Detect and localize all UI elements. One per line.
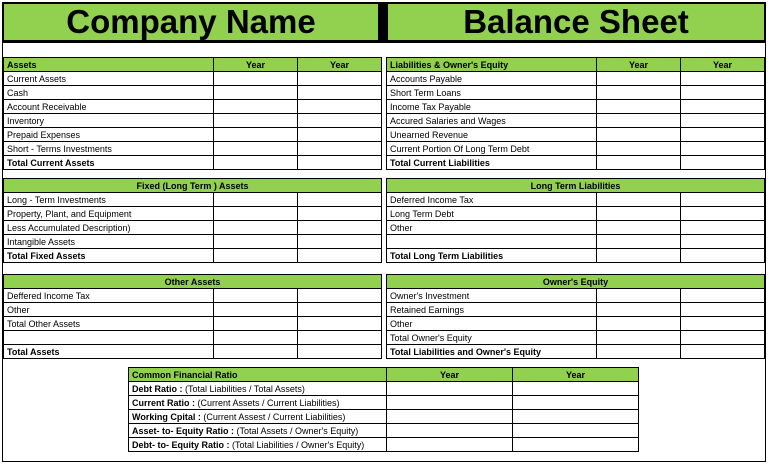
value-cell[interactable]: [387, 424, 513, 438]
table-row: [387, 193, 765, 207]
table-row: [129, 396, 639, 410]
long-term-liabilities-table: [386, 178, 765, 263]
row-label: Accounts Payable: [387, 72, 597, 86]
value-cell[interactable]: [681, 100, 765, 114]
ratio-name: Working Cpital :: [132, 411, 201, 422]
table-row: [4, 86, 382, 100]
value-cell[interactable]: [298, 142, 382, 156]
row-label: Intangible Assets: [4, 235, 214, 249]
value-cell[interactable]: [681, 289, 765, 303]
value-cell[interactable]: [214, 142, 298, 156]
row-label: Long Term Debt: [387, 207, 597, 221]
ratio-name: Current Ratio :: [132, 397, 195, 408]
value-cell[interactable]: [513, 396, 639, 410]
row-label: Other: [387, 317, 597, 331]
total-row: [4, 345, 382, 359]
value-cell[interactable]: [597, 303, 681, 317]
ratio-label: [129, 410, 387, 424]
total-label: Total Assets: [4, 345, 214, 359]
row-label: Deferred Income Tax: [387, 193, 597, 207]
value-cell[interactable]: [214, 289, 298, 303]
value-cell[interactable]: [681, 72, 765, 86]
other-assets-table: [3, 274, 382, 359]
ratio-header: Common Financial Ratio: [129, 368, 387, 382]
value-cell[interactable]: [298, 193, 382, 207]
table-row: [4, 235, 382, 249]
value-cell[interactable]: [681, 317, 765, 331]
value-cell[interactable]: [214, 86, 298, 100]
value-cell[interactable]: [298, 128, 382, 142]
value-cell[interactable]: [214, 156, 298, 170]
owners-equity-header: Owner's Equity: [387, 275, 765, 289]
value-cell[interactable]: [597, 142, 681, 156]
value-cell[interactable]: [298, 289, 382, 303]
table-row: [387, 142, 765, 156]
table-row: [387, 72, 765, 86]
ratio-formula: (Current Assets / Current Liabilities): [195, 397, 340, 408]
row-label: Less Accumulated Description): [4, 221, 214, 235]
row-label: Prepaid Expenses: [4, 128, 214, 142]
company-name-banner: [2, 2, 380, 42]
total-row: [387, 345, 765, 359]
value-cell[interactable]: [597, 345, 681, 359]
total-label: Total Long Term Liabilities: [387, 249, 597, 263]
value-cell[interactable]: [387, 438, 513, 452]
ratio-label: [129, 438, 387, 452]
other-assets-header: Other Assets: [4, 275, 382, 289]
value-cell[interactable]: [513, 438, 639, 452]
value-cell[interactable]: [214, 193, 298, 207]
value-cell[interactable]: [214, 331, 298, 345]
row-label: Cash: [4, 86, 214, 100]
row-label: Inventory: [4, 114, 214, 128]
value-cell[interactable]: [597, 156, 681, 170]
table-row: [387, 303, 765, 317]
value-cell[interactable]: [597, 207, 681, 221]
table-row: [387, 221, 765, 235]
value-cell[interactable]: [681, 156, 765, 170]
row-label: Total Other Assets: [4, 317, 214, 331]
table-row: [129, 424, 639, 438]
table-row: [387, 86, 765, 100]
value-cell[interactable]: [597, 289, 681, 303]
value-cell[interactable]: [214, 317, 298, 331]
value-cell[interactable]: [298, 221, 382, 235]
total-label: Total Current Liabilities: [387, 156, 597, 170]
value-cell[interactable]: [681, 128, 765, 142]
row-label: Current Portion Of Long Term Debt: [387, 142, 597, 156]
value-cell[interactable]: [298, 331, 382, 345]
table-row: [4, 207, 382, 221]
balance-sheet-banner: [386, 2, 766, 42]
ratio-label: [129, 424, 387, 438]
table-row: [387, 331, 765, 345]
value-cell[interactable]: [597, 128, 681, 142]
row-label: Other: [4, 303, 214, 317]
fixed-assets-header: Fixed (Long Term ) Assets: [4, 179, 382, 193]
financial-ratio-table: [128, 367, 639, 452]
total-row: [4, 249, 382, 263]
owners-equity-table: [386, 274, 765, 359]
value-cell[interactable]: [214, 114, 298, 128]
value-cell[interactable]: [681, 207, 765, 221]
value-cell[interactable]: [298, 100, 382, 114]
table-row: [4, 289, 382, 303]
value-cell[interactable]: [298, 235, 382, 249]
company-name: Company Name: [66, 3, 316, 40]
ratio-label: [129, 382, 387, 396]
value-cell[interactable]: [298, 249, 382, 263]
value-cell[interactable]: [387, 396, 513, 410]
sheet-title: Balance Sheet: [463, 3, 689, 40]
value-cell[interactable]: [597, 235, 681, 249]
value-cell[interactable]: [214, 345, 298, 359]
value-cell[interactable]: [597, 331, 681, 345]
table-row: [4, 193, 382, 207]
row-label: Other: [387, 221, 597, 235]
ratio-formula: (Total Liabilities / Total Assets): [182, 383, 305, 394]
liabilities-year1-header: Year: [597, 58, 681, 72]
value-cell[interactable]: [681, 331, 765, 345]
ratio-label: [129, 396, 387, 410]
ratio-name: Debt Ratio :: [132, 383, 183, 394]
row-label: Property, Plant, and Equipment: [4, 207, 214, 221]
long-term-liabilities-header: Long Term Liabilities: [387, 179, 765, 193]
current-liabilities-table: [386, 57, 765, 170]
total-row: [387, 249, 765, 263]
ratio-year2-header: Year: [513, 368, 639, 382]
total-label: Total Current Assets: [4, 156, 214, 170]
table-row: [4, 114, 382, 128]
ratio-formula: (Total Assets / Owner's Equity): [234, 425, 359, 436]
ratio-formula: (Current Assest / Current Liabilities): [200, 411, 346, 422]
fixed-assets-table: [3, 178, 382, 263]
table-row: [387, 317, 765, 331]
table-row: [387, 207, 765, 221]
row-label: Long - Term Investments: [4, 193, 214, 207]
value-cell[interactable]: [214, 128, 298, 142]
table-row: [129, 410, 639, 424]
value-cell[interactable]: [214, 249, 298, 263]
value-cell[interactable]: [681, 142, 765, 156]
table-row: [4, 331, 382, 345]
table-row: [387, 289, 765, 303]
value-cell[interactable]: [597, 193, 681, 207]
value-cell[interactable]: [597, 86, 681, 100]
liabilities-header: Liabilities & Owner's Equity: [387, 58, 597, 72]
value-cell[interactable]: [513, 424, 639, 438]
value-cell[interactable]: [597, 221, 681, 235]
table-row: [387, 235, 765, 249]
ratio-year1-header: Year: [387, 368, 513, 382]
total-label: Total Fixed Assets: [4, 249, 214, 263]
row-label: [387, 235, 597, 249]
value-cell[interactable]: [298, 86, 382, 100]
row-label: Total Owner's Equity: [387, 331, 597, 345]
total-row: [4, 156, 382, 170]
value-cell[interactable]: [513, 410, 639, 424]
value-cell[interactable]: [298, 303, 382, 317]
value-cell[interactable]: [298, 317, 382, 331]
value-cell[interactable]: [681, 249, 765, 263]
value-cell[interactable]: [387, 382, 513, 396]
ratio-name: Asset- to- Equity Ratio :: [132, 425, 235, 436]
value-cell[interactable]: [298, 345, 382, 359]
value-cell[interactable]: [298, 72, 382, 86]
value-cell[interactable]: [214, 207, 298, 221]
value-cell[interactable]: [597, 72, 681, 86]
table-row: [387, 128, 765, 142]
ratio-name: Debt- to- Equity Ratio :: [132, 439, 230, 450]
row-label: Account Receivable: [4, 100, 214, 114]
table-row: [4, 72, 382, 86]
total-label: Total Liabilities and Owner's Equity: [387, 345, 597, 359]
table-row: [129, 438, 639, 452]
table-row: [4, 317, 382, 331]
current-assets-table: [3, 57, 382, 170]
value-cell[interactable]: [513, 382, 639, 396]
value-cell[interactable]: [597, 317, 681, 331]
value-cell[interactable]: [597, 100, 681, 114]
value-cell[interactable]: [681, 221, 765, 235]
row-label: Retained Earnings: [387, 303, 597, 317]
row-label: Unearned Revenue: [387, 128, 597, 142]
row-label: Short - Terms Investments: [4, 142, 214, 156]
value-cell[interactable]: [387, 410, 513, 424]
liabilities-year2-header: Year: [681, 58, 765, 72]
row-label: Owner's Investment: [387, 289, 597, 303]
value-cell[interactable]: [214, 235, 298, 249]
table-row: [4, 100, 382, 114]
ratio-formula: (Total Liabilities / Owner's Equity): [229, 439, 365, 450]
total-row: [387, 156, 765, 170]
value-cell[interactable]: [214, 221, 298, 235]
value-cell[interactable]: [681, 345, 765, 359]
value-cell[interactable]: [298, 207, 382, 221]
table-row: [129, 382, 639, 396]
row-label: Accured Salaries and Wages: [387, 114, 597, 128]
row-label: [4, 331, 214, 345]
table-row: [387, 114, 765, 128]
row-label: Deffered Income Tax: [4, 289, 214, 303]
value-cell[interactable]: [597, 114, 681, 128]
assets-year1-header: Year: [214, 58, 298, 72]
table-row: [4, 221, 382, 235]
value-cell[interactable]: [681, 193, 765, 207]
assets-header: Assets: [4, 58, 214, 72]
value-cell[interactable]: [214, 72, 298, 86]
table-row: [4, 128, 382, 142]
row-label: Short Term Loans: [387, 86, 597, 100]
table-row: [4, 303, 382, 317]
value-cell[interactable]: [298, 114, 382, 128]
table-row: [387, 100, 765, 114]
value-cell[interactable]: [681, 86, 765, 100]
assets-year2-header: Year: [298, 58, 382, 72]
value-cell[interactable]: [214, 100, 298, 114]
value-cell[interactable]: [681, 114, 765, 128]
table-row: [4, 142, 382, 156]
value-cell[interactable]: [597, 249, 681, 263]
row-label: Current Assets: [4, 72, 214, 86]
row-label: Income Tax Payable: [387, 100, 597, 114]
value-cell[interactable]: [681, 303, 765, 317]
value-cell[interactable]: [681, 235, 765, 249]
value-cell[interactable]: [298, 156, 382, 170]
value-cell[interactable]: [214, 303, 298, 317]
